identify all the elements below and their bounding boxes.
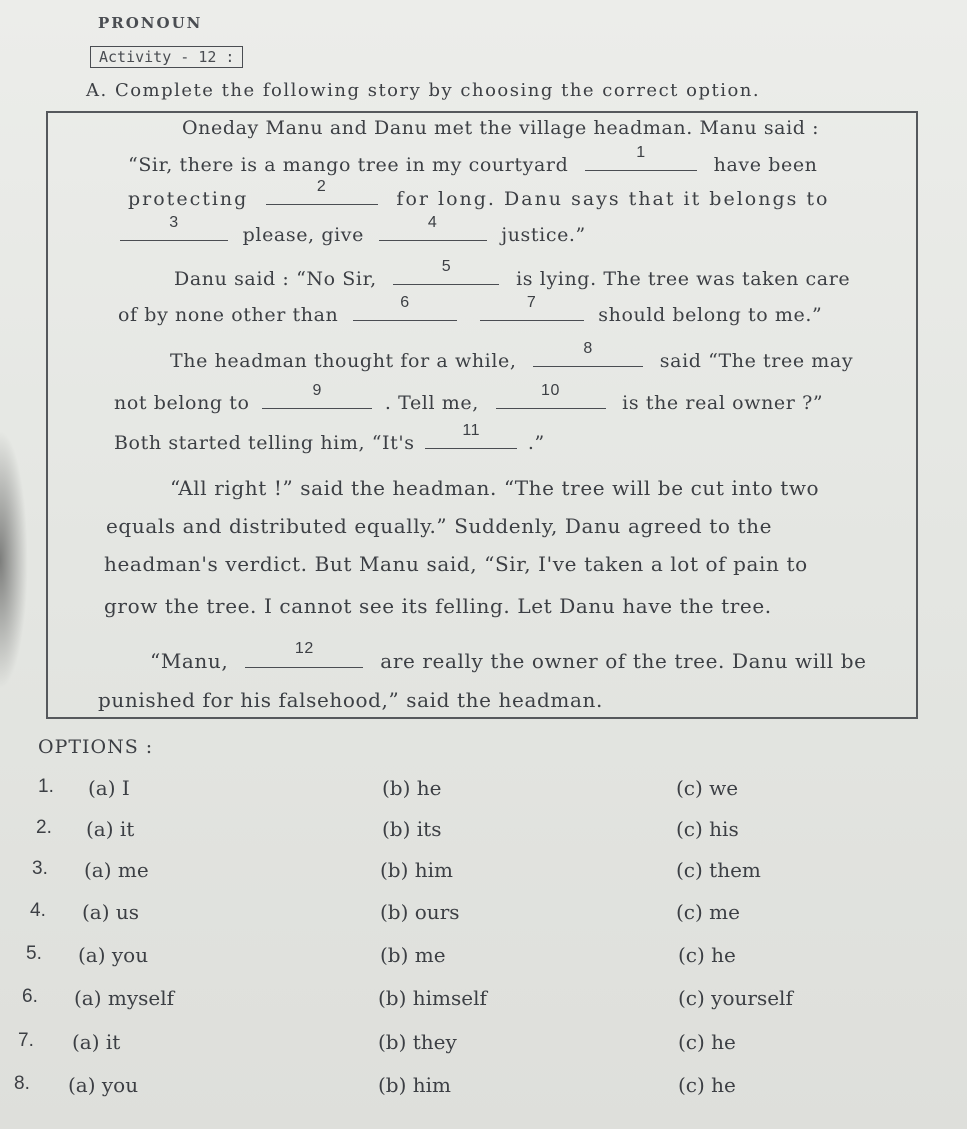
story-line-5: Danu said : “No Sir, 5 is lying. The tree was taken care — [174, 258, 851, 290]
story-line-6: of by none other than 6 7 should belong to me.” — [118, 294, 823, 326]
option-a[interactable]: (a) I — [88, 776, 130, 800]
story-line-4: 3 please, give 4 justice.” — [120, 220, 586, 246]
instruction-text: A. Complete the following story by choosing the correct option. — [86, 80, 761, 101]
option-b[interactable]: (b) its — [382, 817, 442, 841]
option-a[interactable]: (a) myself — [74, 986, 175, 1010]
option-c[interactable]: (c) we — [676, 776, 739, 800]
option-b[interactable]: (b) him — [378, 1073, 452, 1097]
option-a[interactable]: (a) it — [72, 1030, 121, 1054]
option-a[interactable]: (a) it — [86, 817, 135, 841]
blank-5[interactable]: 5 — [393, 264, 499, 285]
option-c[interactable]: (c) them — [676, 858, 761, 882]
blank-11[interactable]: 11 — [425, 428, 517, 449]
story-line-7: The headman thought for a while, 8 said “The tree may — [170, 340, 854, 372]
option-c[interactable]: (c) he — [678, 943, 736, 967]
option-c[interactable]: (c) he — [678, 1073, 736, 1097]
blank-8[interactable]: 8 — [533, 346, 643, 367]
option-a[interactable]: (a) us — [82, 900, 140, 924]
option-b[interactable]: (b) ours — [380, 900, 460, 924]
story-line-12: headman's verdict. But Manu said, “Sir, I've taken a lot of pain to — [104, 552, 808, 576]
option-b[interactable]: (b) him — [380, 858, 454, 882]
activity-label: Activity - 12 : — [90, 46, 243, 68]
page-shadow — [0, 430, 28, 690]
options-title: OPTIONS : — [38, 736, 154, 758]
story-line-11: equals and distributed equally.” Suddenly, Danu agreed to the — [106, 514, 773, 538]
option-b[interactable]: (b) they — [378, 1030, 457, 1054]
blank-10[interactable]: 10 — [496, 388, 606, 409]
story-line-10: “All right !” said the headman. “The tree will be cut into two — [170, 476, 820, 500]
option-c[interactable]: (c) his — [676, 817, 739, 841]
blank-4[interactable]: 4 — [379, 220, 487, 241]
option-a[interactable]: (a) me — [84, 858, 149, 882]
option-c[interactable]: (c) me — [676, 900, 740, 924]
story-line-9: Both started telling him, “It's 11 .” — [114, 422, 545, 454]
worksheet-page: PRONOUN Activity - 12 : A. Complete the following story by choosing the correct option. Oneday Manu and Danu met the village headman. Manu said : “Sir, there is a mango tree in my courtyard 1 have been protecting 2 for long. Danu says that it belongs to 3 please, give 4 justice.” Danu said : “No Sir, 5 is lying. The tree was taken care of by none other than 6 7 should belong to me.” The headman thought for a while, 8 said “The tree may not belong to 9 . Tell me, 10 is the real owner ?” Both started telling him, “It's 11 .” “All right !” said the headman. “The tree will be cut into two equals and distributed equally.” Suddenly, Danu agreed to the headman's verdict. But Manu said, “Sir, I've taken a lot of pain to grow the tree. I cannot see its felling. Let Danu have the tree. “Manu, 12 are really the owner of the tree. Danu will be punished for his falsehood,” said the headman. OPTIONS : 1. (a) I (b) he (c) we 2. (a) it (b) its (c) his 3. (a) me (b) him (c) them 4. (a) us (b) ours (c) me 5. (a) you (b) me (c) he 6. (a) myself (b) himself (c) yourself 7. (a) it (b) they (c) he 8. (a) you (b) him (c) he — [0, 0, 967, 1129]
option-c[interactable]: (c) he — [678, 1030, 736, 1054]
chapter-title: PRONOUN — [98, 14, 203, 32]
blank-2[interactable]: 2 — [266, 184, 378, 205]
blank-9[interactable]: 9 — [262, 388, 372, 409]
option-a[interactable]: (a) you — [78, 943, 149, 967]
option-a[interactable]: (a) you — [68, 1073, 139, 1097]
blank-3[interactable]: 3 — [120, 220, 228, 241]
option-b[interactable]: (b) himself — [378, 986, 487, 1010]
blank-6[interactable]: 6 — [353, 300, 457, 321]
story-line-13: grow the tree. I cannot see its felling. Let Danu have the tree. — [104, 594, 772, 618]
option-b[interactable]: (b) me — [380, 943, 446, 967]
blank-1[interactable]: 1 — [585, 150, 697, 171]
story-line-14: “Manu, 12 are really the owner of the tree. Danu will be — [150, 640, 867, 673]
story-line-3: protecting 2 for long. Danu says that it belongs to — [128, 178, 830, 210]
blank-12[interactable]: 12 — [245, 646, 363, 668]
story-line-2: “Sir, there is a mango tree in my courtyard 1 have been — [128, 144, 818, 176]
story-line-8: not belong to 9 . Tell me, 10 is the real owner ?” — [114, 382, 824, 414]
blank-7[interactable]: 7 — [480, 300, 584, 321]
option-c[interactable]: (c) yourself — [678, 986, 793, 1010]
story-line-1: Oneday Manu and Danu met the village headman. Manu said : — [182, 117, 820, 139]
option-b[interactable]: (b) he — [382, 776, 442, 800]
story-line-15: punished for his falsehood,” said the headman. — [98, 688, 603, 712]
